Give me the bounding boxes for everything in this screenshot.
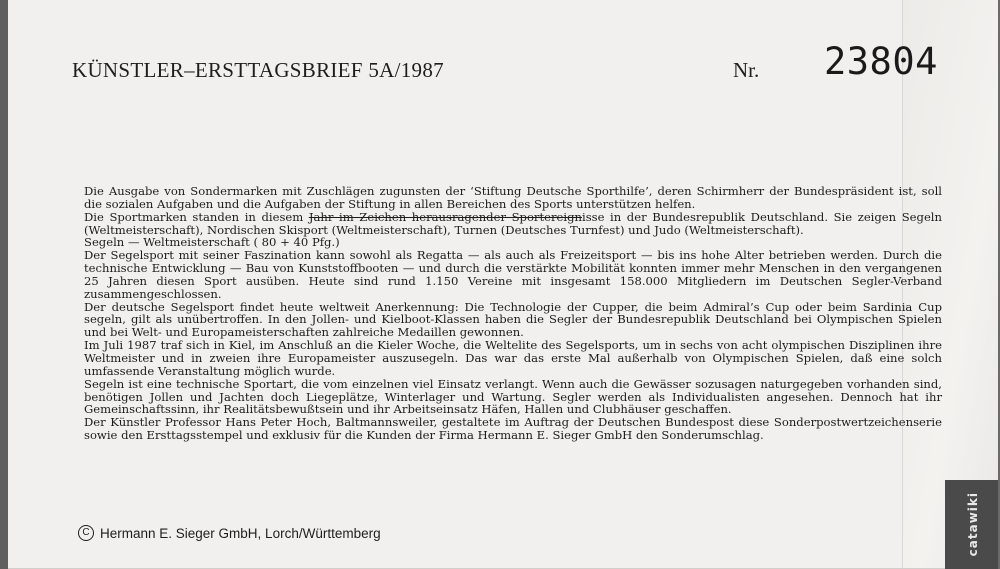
paragraph-stamp-value: Segeln — Weltmeisterschaft ( 80 + 40 Pfg.) xyxy=(84,235,340,250)
watermark-badge xyxy=(945,480,1000,569)
paragraph-intro: Die Ausgabe von Sondermarken mit Zuschlägen zugunsten der ‘Stiftung Deutsche Sporthilfe’, deren Schirmherr der Bundespräsident ist, soll die sozialen Aufgaben und die Aufgaben der Stiftung in allen Bereichen des Sports unterstützen helfen. xyxy=(84,184,942,211)
text-segment: Die Sportmarken standen in diesem xyxy=(84,209,309,224)
serial-number: 23804 xyxy=(824,40,938,83)
text-segment: isse in der Bundesrepublik Deutschland. Sie zeigen Segeln (Weltmeisterschaft), Nordischen Skisport (Weltmeisterschaft), Turnen (Deutsches Turnfest) und Judo (Weltmeisterschaft). xyxy=(84,209,942,237)
paragraph-sportmarken xyxy=(84,211,942,237)
envelope-back xyxy=(8,0,998,569)
number-label: Nr. xyxy=(733,58,760,82)
letter-title: KÜNSTLER–ERSTTAGSBRIEF 5A/1987 xyxy=(72,58,444,82)
description-text xyxy=(84,185,942,442)
paragraph-kuenstler: Der Künstler Professor Hans Peter Hoch, Baltmannsweiler, gestaltete im Auftrag der Deutschen Bundespost diese Sonderpostwertzeichenserie sowie den Ersttagsstempel und exklusiv für die Kunden der Firma Hermann E. Sieger GmbH den Sonderumschlag. xyxy=(84,415,942,443)
paragraph-sportart: Segeln ist eine technische Sportart, die vom einzelnen viel Einsatz verlangt. Wenn auch die Gewässer sozusagen naturgegeben vorhanden sind, benötigen Jollen und Jachten doch Liegeplätze, Winterlager und Wartung. Segler werden als Individualisten angesehen. Dennoch hat ihr Gemeinschaftssinn, ihr Realitätsbewußtsein und ihr Arbeitseinsatz Häfen, Hallen und Clubhäuser geschaffen. xyxy=(84,376,942,417)
paragraph-anerkennung: Der deutsche Segelsport findet heute weltweit Anerkennung: Die Technologie der Cupper, die beim Admiral’s Cup oder beim Sardinia Cup segeln, gilt als unübertroffen. In den Jollen- und Kielboot-Klassen haben die Segler der Bundesrepublik Deutschland bei Olympischen Spielen und bei Welt- und Europameisterschaften zahlreiche Medaillen gewonnen. xyxy=(84,299,942,340)
paragraph-segelsport: Der Segelsport mit seiner Faszination kann sowohl als Regatta — als auch als Freizeitsport — bis ins hohe Alter betrieben werden. Durch die technische Entwicklung — Bau von Kunststoffbooten — und durch die verstärkte Mobilität konnten immer mehr Menschen in den vergangenen 25 Jahren diesen Sport ausüben. Heute sind rund 1.150 Vereine mit insgesamt 158.000 Mitgliedern im Deutschen Segler-Verband zusammengeschlossen. xyxy=(84,248,942,301)
watermark-text: catawiki xyxy=(965,492,980,557)
publisher-name: Hermann E. Sieger GmbH, Lorch/Württemberg xyxy=(100,525,381,541)
copyright-icon: C xyxy=(78,525,94,541)
publisher-footer xyxy=(78,525,381,541)
struck-text: Jahr im Zeichen herausragender Sportereign xyxy=(308,209,582,224)
paragraph-kiel: Im Juli 1987 traf sich in Kiel, im Anschluß an die Kieler Woche, die Weltelite des Segelsports, um in sechs von acht olympischen Disziplinen ihre Weltmeister und in zweien ihre Europameister auszusegeln. Das war das erste Mal außerhalb von Olympischen Spielen, daß eine solch umfassende Veranstaltung möglich wurde. xyxy=(84,338,942,378)
